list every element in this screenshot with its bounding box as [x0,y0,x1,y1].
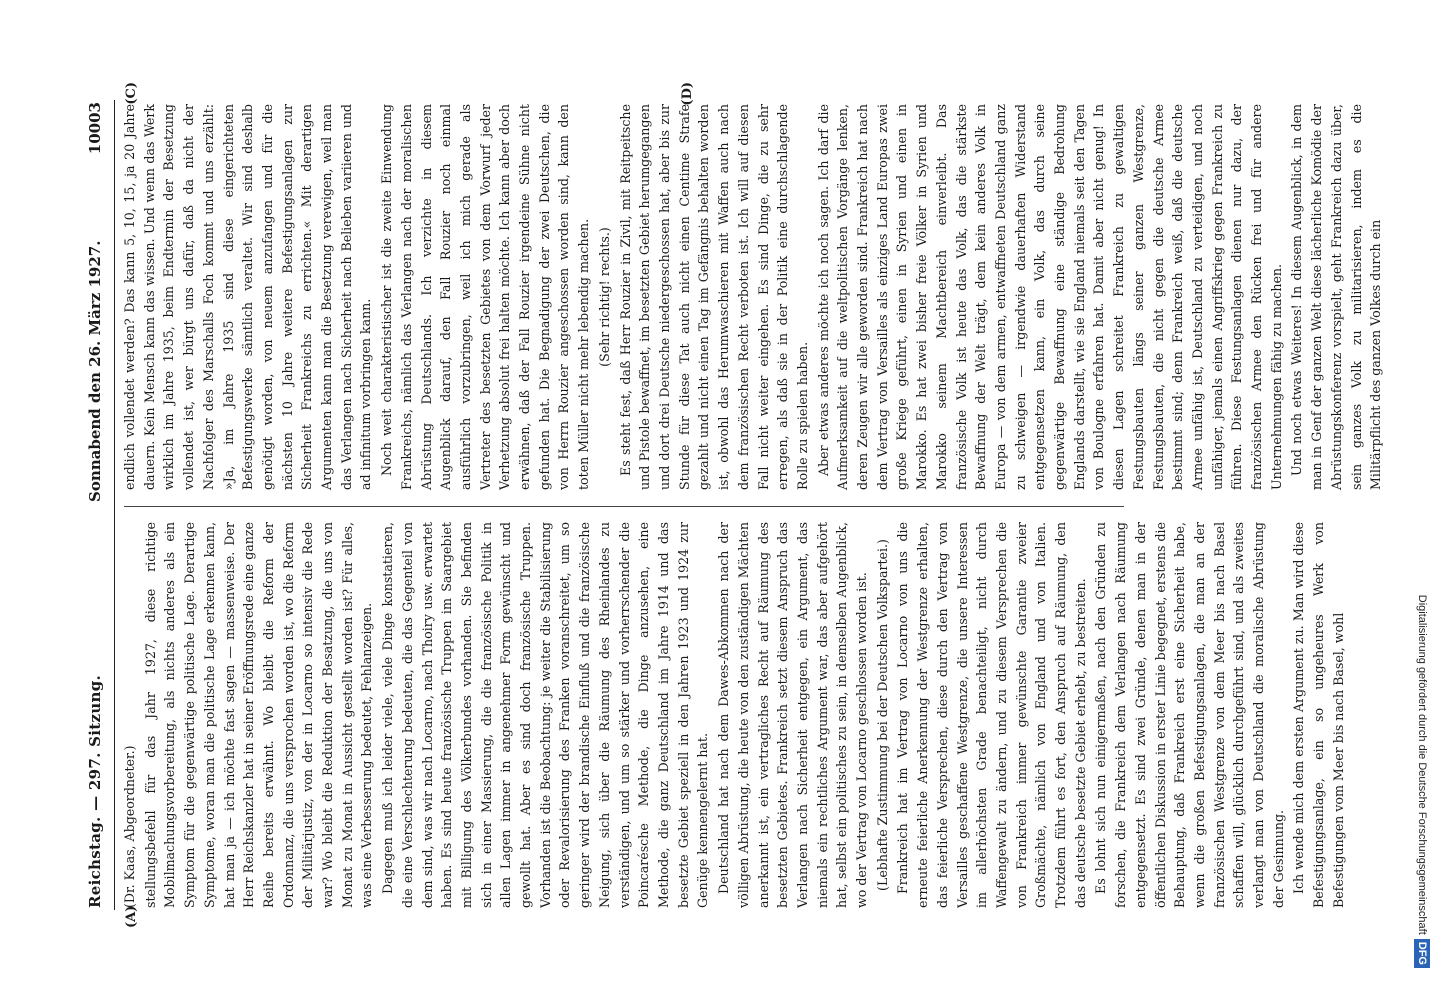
text-column-left [120,522,1346,908]
paragraph: Ich wende mich dem ersten Argument zu. Man wird diese Befestigungsanlage, ein so ungeheures Werk von Befestigungen vom Meer bis nach Basel, wohl [1291,522,1346,908]
interjection: (Sehr richtig! rechts.) [596,227,612,367]
paragraph: Es steht fest, daß Herr Rouzier in Zivil, mit Reitpeitsche und Pistole bewaffnet, im besetzten Gebiet herumgegangen und dort drei Deutsche niedergeschossen hat, aber bis zur Stunde für diese Tat auch nicht einen Centime Strafe gezahlt und nicht einen Tag im Gefängnis behalten worden ist, obwohl das Herumwaschieren mit Waffen auch nach dem französischen Recht verboten ist. Ich will auf diesen Fall nicht weiter eingehen. Es sind Dinge, die zu sehr erregen, als daß sie in der Politik eine durchschlagende Rolle zu spielen haben. [617,104,810,490]
text-column-right [120,104,1384,490]
column-divider [124,506,1124,507]
paragraph: Frankreich hat im Vertrag von Locarno von uns die erneute feierliche Anerkennung der Westgrenze erhalten, das feierliche Versprechen, diese durch den Vertrag von Versailles geschaffene Westgrenze, die unsere Interessen im allerhöchsten Grade benachteiligt, nicht durch Waffengewalt zu ändern, und zu diesem Versprechen die von Frankreich immer gewünschte Garantie zweier Großmächte, nämlich von England und von Italien. Trotzdem führt es fort, den Anspruch auf Räumung, den das deutsche besetzte Gebiet erhebt, zu bestreiten. [895,522,1088,908]
header-session-title: Reichstag. — 297. Sitzung. [86,674,104,908]
paragraph: endlich vollendet werden? Das kann 5, 10, 15, ja 20 Jahre dauern. Kein Mensch kann das wissen. Und wenn das Werk wirklich im Jahre 1935, beim Endtermin der Besetzung vollendet ist, wer bürgt uns dafür, daß da nicht der Nachfolger des Marschalls Foch kommt und uns erzählt: »Ja, im Jahre 1935 sind diese eingerichteten Befestigungswerke sämtlich veraltet. Wir sind deshalb genötigt worden, von neuem anzufangen und für die nächsten 10 Jahre weitere Befestigungsanlagen zur Sicherheit Frankreichs zu errichten.« Mit derartigen Argumenten kann man die Besetzung verewigen, weil man das Verlangen nach Sicherheit nach Belieben variieren und ad infinitum vorbringen kann. [122,104,374,490]
margin-letter-d: (D) [680,82,695,106]
page-header [80,100,115,910]
header-page-number: 10003 [86,102,104,155]
header-date: Sonnabend den 26. März 1927. [86,240,104,502]
rotated-scanned-page [80,82,1384,928]
interjection: (Lebhafte Zustimmung bei der Deutschen Volkspartei.) [874,539,890,891]
paragraph: Noch weit charakteristischer ist die zweite Einwendung Frankreichs, nämlich das Verlangen nach der moralischen Abrüstung Deutschlands. Ich verzichte in diesem Augenblick darauf, den Fall Rouzier noch einmal ausführlich vorzubringen, weil ich mich gerade als Vertreter des besetzten Gebietes von dem Vorwurf jeder Verhetzung absolut frei halten möchte. Ich kann aber doch erwähnen, daß der Fall Rouzier irgendeine Sühne nicht gefunden hat. Die Begnadigung der zwei Deutschen, die von Herrn Rouzier angeschossen worden sind, kann den toten Müller nicht mehr lebendig machen. [379,104,592,490]
dfg-logo: DFG [1414,939,1430,968]
speaker-note: (Dr. Kaas, Abgeordneter.) [122,745,137,908]
dfg-watermark-text: Digitalisierung gefördert durch die Deutsche Forschungsgemeinschaft [1416,594,1428,935]
margin-letter-c: (C) [124,82,139,105]
margin-letter-a: (A) [124,905,139,928]
paragraph: Und noch etwas Weiteres! In diesem Augenblick, in dem man in Genf der ganzen Welt diese lächerliche Komödie der Abrüstungskonferenz vorspielt, geht Frankreich dazu über, sein ganzes Volk zu militarisieren, indem es die Militärpflicht des ganzen Volkes durch ein [1289,104,1384,490]
paragraph: Dagegen muß ich leider viele, viele Dinge konstatieren, die eine Verschlechterung bedeuten, die das Gegenteil von dem sind, was wir nach Locarno, nach Thoiry usw. erwartet haben. Es sind heute französische Truppen im Saargebiet mit Billigung des Völkerbundes vorhanden. Sie befinden sich in einer Massierung, die die französische Politik in allen Lagen immer in angenehmer Form gewünscht und gewollt hat. Aber es sind doch französische Truppen. Vorhanden ist die Beobachtung: je weiter die Stabilisierung oder Revalorisierung des Franken voranschreitet, um so geringer wird der brandische Einfluß und die französische Neigung, sich über die Räumung des Rheinlandes zu verständigen, und um so stärker und vorherrschender die Poincarésche Methode, die Dinge anzusehen, eine Methode, die ganz Deutschland im Jahre 1914 und das besetzte Gebiet speziell in den Jahren 1923 und 1924 zur Genüge kennengelernt hat. [380,522,711,908]
paragraph: stellungsbefehl für das Jahr 1927, diese richtige Mobilmachungsvorbereitung, als nichts anderes als ein Symptom für die gegenwärtige politische Lage. Derartige Symptome, woran man die politische Lage erkennen kann, hat man ja — ich möchte fast sagen — massenweise. Der Herr Reichskanzler hat in seiner Eröffnungsrede eine ganze Reihe bereits erwähnt. Wo bleibt die Reform der Ordonnanz, die uns versprochen worden ist, wo die Reform der Militärjustiz, von der in Locarno so intensiv die Rede war? Wo bleibt die Reduktion der Besatzung, die uns von Monat zu Monat in Aussicht gestellt worden ist? Für alles, was eine Verbesserung bedeutet, Fehlanzeigen. [142,522,375,908]
paragraph: Es lohnt sich nun einigermaßen, nach den Gründen zu forschen, die Frankreich dem Verlangen nach Räumung entgegensetzt. Es sind zwei Gründe, denen man in der öffentlichen Diskussion in erster Linie begegnet, erstens die Behauptung, daß Frankreich erst eine Sicherheit habe, wenn die großen Befestigungsanlagen, die man an der französischen Westgrenze von dem Meer bis nach Basel schaffen will, glücklich durchgeführt sind, und als zweites verlangt man von Deutschland die moralische Abrüstung der Gesinnung. [1093,522,1286,908]
dfg-watermark-text-wrap [1414,8,1430,968]
dfg-watermark [1414,8,1430,968]
paragraph: Deutschland hat nach dem Dawes-Abkommen nach der völligen Abrüstung, die heute von den zuständigen Mächten anerkannt ist, ein vertragliches Recht auf Räumung des besetzten Gebietes. Frankreich setzt diesem Anspruch das Verlangen nach Sicherheit entgegen, ein Argument, das niemals ein rechtliches Argument war, das aber aufgehört hat, selbst ein politisches zu sein, in demselben Augenblick, wo der Vertrag von Locarno geschlossen worden ist. [716,522,870,908]
paragraph: Aber etwas anderes möchte ich noch sagen. Ich darf die Aufmerksamkeit auf die weltpolitischen Vorgänge lenken, deren Zeugen wir alle geworden sind. Frankreich hat nach dem Vertrag von Versailles als einziges Land Europas zwei große Kriege geführt, einen in Syrien und einen in Marokko. Es hat zwei bisher freie Völker in Syrien und Marokko seinem Machtbereich einverleibt. Das französische Volk ist heute das Volk, das die stärkste Bewaffnung der Welt trägt, dem kein anderes Volk in Europa — von dem armen, entwaffneten Deutschland ganz zu schweigen — irgendwie dauerhaften Widerstand entgegensetzen kann, ein Volk, das durch seine gegenwärtige Bewaffnung eine ständige Bedrohung Englands darstellt, wie sie England niemals seit den Tagen von Boulogne erfahren hat. Damit aber nicht genug! In diesen Lagen schreitet Frankreich zu gewaltigen Festungsbauten längs seiner ganzen Westgrenze, Festungsbauten, die nicht gegen die deutsche Armee bestimmt sind; denn Frankreich weiß, daß die deutsche Armee unfähig ist, Deutschland zu verteidigen, und noch unfähiger, jemals einen Angriffskrieg gegen Frankreich zu führen. Diese Festungsanlagen dienen nur dazu, der französischen Armee den Rücken frei und für andere Unternehmungen fähig zu machen. [815,104,1284,490]
